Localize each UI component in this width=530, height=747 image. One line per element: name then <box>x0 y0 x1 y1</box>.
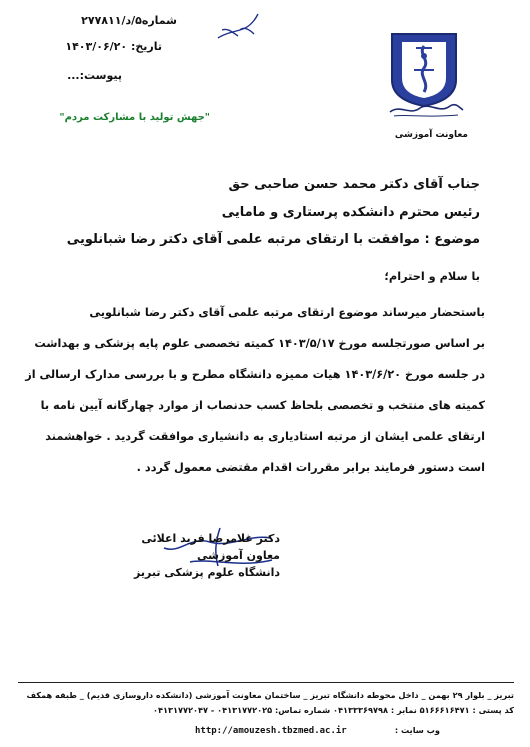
body-line: کمیته های منتخب و تخصصی بلحاظ کسب حدنصاب از موارد چهارگانه آیین نامه با <box>40 399 485 412</box>
university-emblem-icon <box>388 30 460 108</box>
signatory-position: معاون آموزشی <box>197 549 280 562</box>
letter-date: تاریخ: ۱۴۰۳/۰۶/۲۰ <box>65 40 162 53</box>
university-calligraphy-logo <box>386 98 466 120</box>
footer-contact: کد پستی : ۵۱۶۶۶۱۶۴۷۱ نمابر : ۰۴۱۳۳۳۶۹۷۹۸ شماره تماس: ۰۴۱۳۱۷۷۲۰۲۵ - ۰۴۱۳۱۷۷۲۰۴۷ <box>153 705 514 715</box>
body-line: باستحضار میرساند موضوع ارتقای مرتبه علمی آقای دکتر رضا شبانلویی <box>89 306 485 319</box>
body-line: است دستور فرمایند برابر مقررات اقدام مقتضی معمول گردد . <box>136 461 485 474</box>
footer-address: تبریز _ بلوار ۲۹ بهمن _ داخل محوطه دانشگاه تبریز _ ساختمان معاونت آموزشی (دانشکده داروسازی قدیم) _ طبقه همکف <box>26 690 514 700</box>
letter-attachment: پیوست:... <box>67 69 122 82</box>
signatory-organization: دانشگاه علوم پزشکی تبریز <box>134 566 280 579</box>
handwritten-initial <box>210 8 270 44</box>
university-logo <box>388 30 460 108</box>
footer-website-label: وب سایت : <box>394 725 440 735</box>
footer-divider <box>18 682 514 683</box>
body-line: بر اساس صورتجلسه مورخ ۱۴۰۳/۵/۱۷ کمیته تخصصی علوم پایه پزشکی و بهداشت <box>34 337 485 350</box>
letter-subject: موضوع : موافقت با ارتقای مرتبه علمی آقای دکتر رضا شبانلویی <box>66 232 480 247</box>
body-line: در جلسه مورخ ۱۴۰۳/۶/۲۰ هیات ممیزه دانشگاه مطرح و با بررسی مدارک ارسالی از <box>25 368 485 381</box>
footer-website-link[interactable]: http://amouzesh.tbzmed.ac.ir <box>195 726 347 736</box>
recipient-name: جناب آقای دکتر محمد حسن صاحبی حق <box>228 177 480 192</box>
logo-caption: معاونت آموزشی <box>394 130 468 140</box>
body-line: ارتقای علمی ایشان از مرتبه استادیاری به دانشیاری موافقت گردید . خواهشمند <box>45 430 485 443</box>
slogan: "جهش تولید با مشارکت مردم" <box>59 112 210 123</box>
greeting: با سلام و احترام؛ <box>384 270 480 283</box>
signatory-name: دکتر غلامرضا فرید اعلائی <box>141 532 280 545</box>
letter-number: شماره۵/د/۲۷۷۸۱۱ <box>81 14 177 27</box>
recipient-title: رئیس محترم دانشکده پرستاری و مامایی <box>221 205 480 220</box>
